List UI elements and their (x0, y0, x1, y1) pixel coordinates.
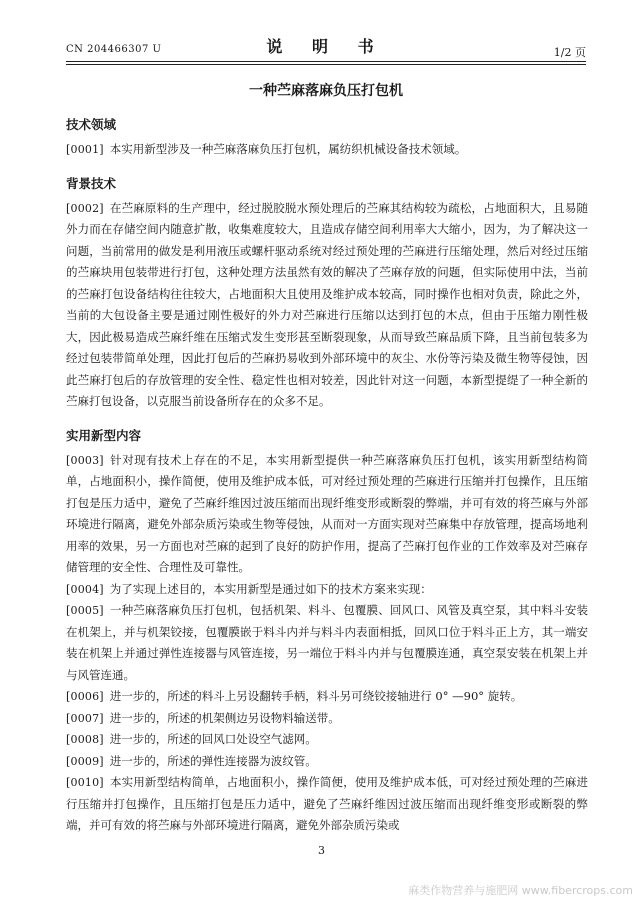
paragraph-text: 本实用新型涉及一种苎麻落麻负压打包机，属纺织机械设备技术领域。 (109, 142, 467, 156)
paragraph-text: 在苎麻原料的生产理中，经过脱胶脱水预处理后的苎麻其结构较为疏松，占地面积大，且易随外力而在存储空间内随意扩散，收集难度较大，且造成存储空间利用率大大缩小，因为，为了解决这一问题，当前常用的做发是利用液压或螺杆驱动系统对经过预处理的苎麻进行压缩处理，然后对经过压缩的苎麻块用包装带进行打包，这种处理方法虽然有效的解决了苎麻存放的问题，但实际使用中法，当前的苎麻打包设备结构往往较大，占地面积大且使用及维护成本较高，同时操作也相对负责，除此之外，当前的大包设备主要是通过刚性极好的外力对苎麻进行压缩以达到打包的木点，但由于压缩力刚性极大，因此极易造成苎麻纤维在压缩式发生变形甚至断裂现象，从而导致苎麻品质下降，且当前包装多为经过包装带简单处理，因此打包后的苎麻扔易收到外部环境中的灰尘、水份等污染及微生物等侵蚀，因此苎麻打包后的存放管理的安全性、稳定性也相对较差，因此针对这一问题，本新型提缇了一种全新的苎麻打包设备，以克服当前设备所存在的众多不足。 (66, 200, 588, 408)
paragraph (66, 686, 588, 708)
paragraph (66, 450, 588, 579)
paragraph (66, 198, 588, 413)
paragraph-number: [0002] (66, 201, 104, 215)
paragraph (66, 600, 588, 686)
paragraph-text: 进一步的，所述的机架侧边另设物料输送带。 (109, 710, 340, 725)
paragraph (66, 579, 588, 601)
header-rule-thin (66, 64, 586, 65)
document-body (66, 116, 588, 837)
paragraph-text: 本实用新型结构简单，占地面积小，操作简便，使用及维护成本低，可对经过预处理的苎麻进行压缩并打包操作，且压缩打包是压力适中，避免了苎麻纤维因过波压缩而出现纤维变形或断裂的弊端，并可有效的将苎麻与外部环境进行隔离，避免外部杂质污染或 (66, 775, 588, 832)
section-heading: 技术领域 (66, 117, 117, 132)
paragraph (66, 772, 588, 837)
paragraph-number: [0010] (66, 776, 104, 789)
paragraph-number: [0007] (66, 711, 104, 725)
section-heading: 背景技术 (66, 175, 117, 191)
publication-number: CN 204466307 U (66, 44, 162, 55)
paragraph (66, 708, 588, 730)
page-index: 1/2 页 (553, 46, 586, 59)
paragraph-number: [0005] (66, 604, 104, 617)
paragraph-text: 为了实现上述目的，本实用新型是通过如下的技术方案来实现： (109, 581, 432, 596)
paragraph (66, 751, 588, 773)
paragraph-text: 进一步的，所述的弹性连接器为波纹管。 (109, 753, 317, 768)
paragraph-number: [0001] (66, 143, 104, 156)
paragraph-number: [0003] (66, 453, 104, 467)
watermark: 麻类作物营养与施肥网 www.fibercrops.com (408, 884, 633, 897)
paragraph-text: 一种苎麻落麻负压打包机，包括机架、料斗、包覆膜、回风口、风管及真空泵，其中料斗安装在机架上，并与机架铰接，包覆膜嵌于料斗内并与料斗内表面相抵，回风口位于料斗正上方，其一端安装在机架上并通过弹性连接器与风管连接，另一端位于料斗内并与包覆膜连通，真空泵安装在机架上并与风管连通。 (66, 603, 588, 682)
paragraph-number: [0006] (66, 690, 104, 703)
paragraph-number: [0009] (66, 754, 104, 768)
page-header (66, 34, 586, 58)
paragraph-text: 进一步的，所述的料斗上另设翻转手柄，料斗另可绕铰接轴进行 0° —90° 旋转。 (109, 689, 523, 703)
document-title: 一种苎麻落麻负压打包机 (249, 83, 403, 99)
section-heading: 实用新型内容 (66, 427, 142, 443)
page-number: 3 (318, 844, 325, 857)
paragraph (66, 139, 588, 161)
paragraph (66, 729, 588, 751)
paragraph-number: [0008] (66, 733, 104, 746)
paragraph-number: [0004] (66, 582, 104, 596)
header-rule-thick (66, 61, 586, 62)
paragraph-text: 进一步的，所述的回风口处设空气滤网。 (109, 732, 317, 746)
document-type: 说 明 书 (266, 37, 386, 56)
paragraph-text: 针对现有技术上存在的不足，本实用新型提供一种苎麻落麻负压打包机，该实用新型结构简单，占地面积小，操作简便，使用及维护成本低，可对经过预处理的苎麻进行压缩并打包操作，且压缩打包是压力适中，避免了苎麻纤维因过波压缩而出现纤维变形或断裂的弊端，并可有效的将苎麻与外部环境进行隔离，避免外部杂质污染或生物等侵蚀，从而对一方面实现对苎麻集中存放管理，提高场地利用率的效果，另一方面也对苎麻的起到了良好的防护作用，提高了苎麻打包作业的工作效率及对苎麻存储管理的安全性、合理性及可靠性。 (66, 452, 588, 574)
